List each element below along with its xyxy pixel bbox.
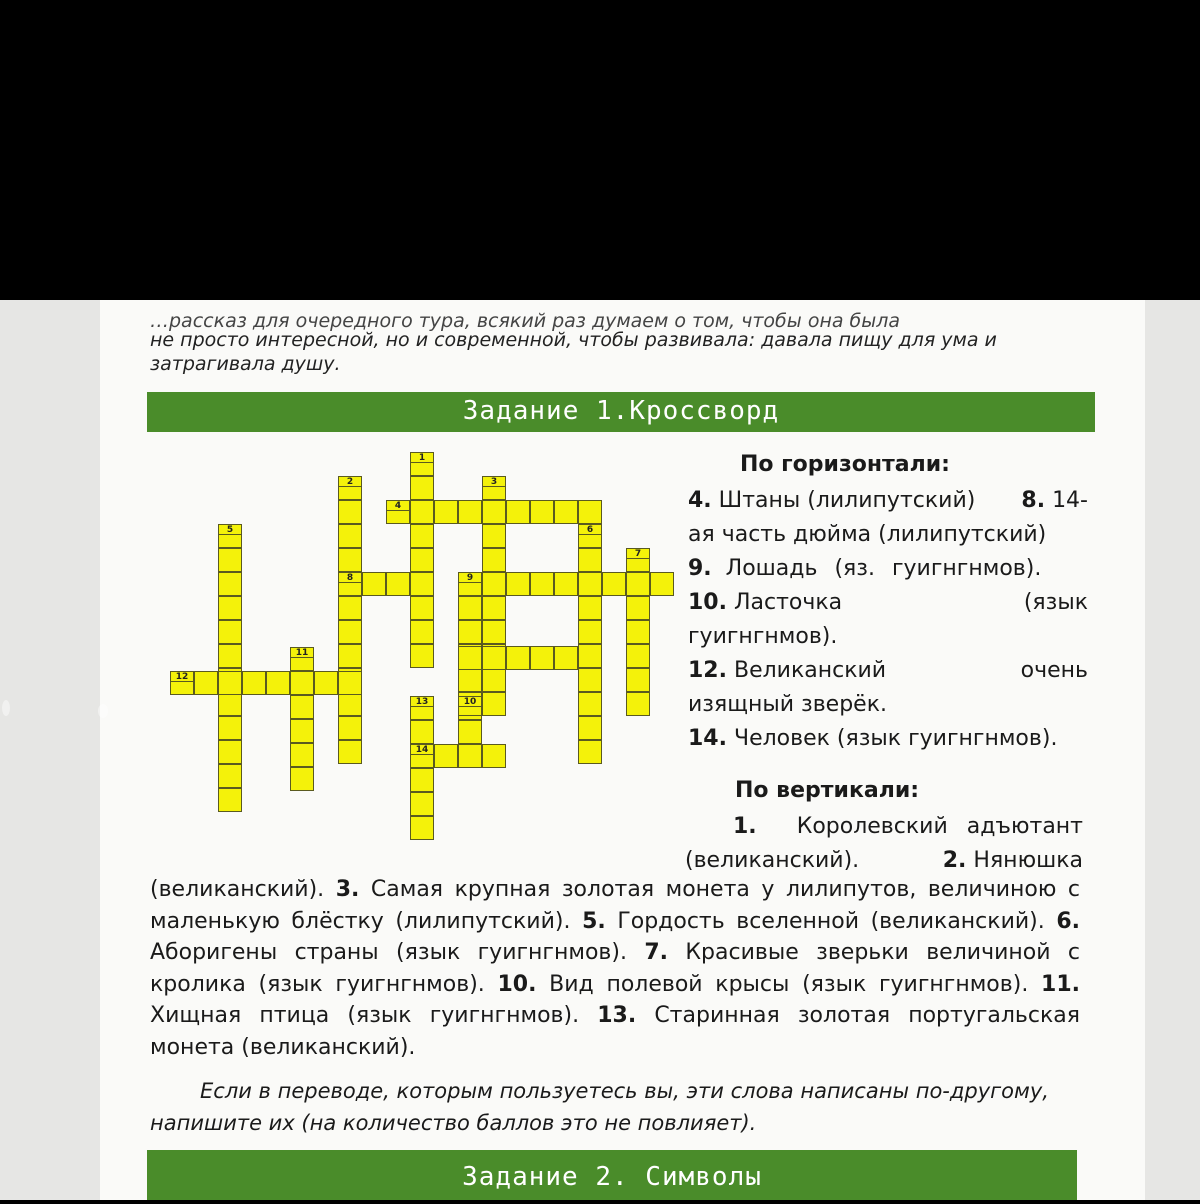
crossword-cell [218,692,242,716]
crossword-cell [338,620,362,644]
crossword-cell [410,524,434,548]
crossword-cell [410,548,434,572]
crossword-cell [410,816,434,840]
crossword-cell [458,668,482,692]
crossword-cell [578,644,602,668]
clue-number: 11. [1041,971,1080,997]
clue-text: гуигнгнмов). [688,624,838,649]
crossword-cell [218,671,242,695]
crossword-cell [338,716,362,740]
crossword-number-10: 10 [458,696,482,707]
crossword-cell [218,716,242,740]
crossword-cell [218,572,242,596]
crossword-number-3: 3 [482,476,506,487]
clue-text: (великанский). [685,848,860,873]
clue-number: 6. [1056,908,1080,934]
crossword-cell [410,572,434,596]
crossword-cell [290,671,314,695]
crossword-cell [218,764,242,788]
crossword-cell [506,646,530,670]
crossword-number-2: 2 [338,476,362,487]
crossword-cell [530,572,554,596]
crossword-cell [626,620,650,644]
crossword-number-7: 7 [626,548,650,559]
crossword-cell [434,500,458,524]
crossword-cell [482,524,506,548]
crossword-cell [266,671,290,695]
crossword-cell [578,668,602,692]
crossword-number-12: 12 [170,671,194,682]
clue-text: Самая крупная золотая монета у лилипутов, величиною с маленькую блёстку (лилипутский). [150,877,1080,934]
crossword-cell [578,716,602,740]
crossword-cell [554,646,578,670]
crossword-cell [578,548,602,572]
clue-number: 4. [688,488,712,513]
crossword-cell [338,524,362,548]
crossword-number-5: 5 [218,524,242,535]
crossword-cell [410,720,434,744]
task1-header: Задание 1.Кроссворд [147,392,1095,432]
crossword-cell [290,695,314,719]
clue-text: ая часть дюйма (лилипутский) [688,522,1047,547]
crossword-cell [578,620,602,644]
crossword-cell [290,719,314,743]
crossword-cell [578,500,602,524]
crossword-cell [218,788,242,812]
crossword-number-9: 9 [458,572,482,583]
crossword-cell [410,596,434,620]
clue-number: 14. [688,726,727,751]
crossword-cell [338,548,362,572]
crossword-cell [458,744,482,768]
intro-line: не просто интересной, но и современной, чтобы развивала: давала пищу для ума и [150,329,997,351]
clue-text: 14- [1052,488,1088,513]
crossword-cell [530,500,554,524]
clue-text: (великанский). [150,877,336,902]
vertical-clues-top [685,810,1083,878]
clue-text: Хищная птица (язык гуигнгнмов). [150,1003,598,1028]
crossword-cell [458,646,482,670]
crossword-cell [482,548,506,572]
crossword-cell [434,744,458,768]
crossword-cell [530,646,554,670]
crossword-number-13: 13 [410,696,434,707]
clue-text: Вид полевой крысы (язык гуигнгнмов). [536,971,1042,997]
clue-text: очень [1020,658,1088,683]
crossword-cell [290,767,314,791]
clue-text: Нянюшка [973,848,1083,873]
clue-text: Человек (язык гуигнгнмов). [733,726,1058,751]
crossword-number-14: 14 [410,744,434,755]
intro-line-cut: …рассказ для очередного тура, всякий раз думаем о том, чтобы она была [150,310,901,332]
clue-number: 10. [688,590,727,615]
crossword-cell [410,644,434,668]
crossword-cell [482,500,506,524]
crossword-cell [338,692,362,716]
crossword-cell [242,671,266,695]
clue-text: (язык [1023,590,1088,615]
clue-number: 12. [688,658,727,683]
crossword-cell [314,671,338,695]
clue-text: Лошадь (яз. гуигнгнмов). [725,556,1042,581]
crossword-cell [218,644,242,668]
crossword-cell [578,572,602,596]
crossword-cell [410,768,434,792]
clue-text: Великанский [733,658,887,683]
clue-number: 3. [335,877,360,902]
crossword-cell [338,644,362,668]
crossword-cell [482,646,506,670]
clue-text: Штаны (лилипутский) [718,488,976,513]
clue-text: Гордость вселенной (великанский). [605,908,1057,934]
crossword-cell [482,620,506,644]
task2-header: Задание 2. Символы [147,1150,1077,1200]
crossword-cell [410,792,434,816]
clue-number: 8. [1021,488,1046,513]
crossword-cell [578,596,602,620]
crossword-cell [626,668,650,692]
vertical-title: По вертикали: [735,778,920,803]
clue-number: 2. [942,848,967,873]
crossword-number-1: 1 [410,452,434,463]
crossword-number-6: 6 [578,524,602,535]
clue-number: 10. [497,971,537,997]
crossword-cell [458,720,482,744]
crossword-cell [482,744,506,768]
crossword-cell [362,572,386,596]
clue-text: Аборигены страны (язык гуигнгнмов). [150,940,645,965]
horizontal-title: По горизонтали: [740,452,950,477]
crossword-grid [0,0,700,860]
crossword-cell [506,572,530,596]
crossword-cell [218,548,242,572]
crossword-cell [626,572,650,596]
crossword-cell [194,671,218,695]
clue-text: Старинная золотая португальская монета (великанский). [150,1003,1081,1060]
crossword-cell [482,668,506,692]
crossword-cell [650,572,674,596]
crossword-cell [410,500,434,524]
crossword-cell [386,572,410,596]
crossword-cell [626,692,650,716]
crossword-cell [458,620,482,644]
crossword-cell [482,692,506,716]
crossword-number-11: 11 [290,647,314,658]
crossword-cell [338,500,362,524]
crossword-cell [458,500,482,524]
clue-text: Королевский адъютант [796,814,1083,839]
clue-number: 5. [582,908,606,934]
intro-line: затрагивала душу. [150,353,341,375]
crossword-cell [602,572,626,596]
crossword-cell [482,572,506,596]
clue-text: изящный зверёк. [688,692,887,717]
crossword-cell [626,596,650,620]
instruction-note: Если в переводе, которым пользуетесь вы, эти слова написаны по-другому, напишите их (на количество баллов это не повлияет). [150,1079,1049,1135]
crossword-cell [554,572,578,596]
crossword-cell [458,596,482,620]
clue-text: Красивые зверьки величиной с кролика (язык гуигнгнмов). [150,940,1080,997]
crossword-number-4: 4 [386,500,410,511]
crossword-cell [290,743,314,767]
crossword-cell [410,476,434,500]
crossword-cell [338,671,362,695]
crossword-cell [578,740,602,764]
crossword-cell [338,596,362,620]
crossword-cell [218,620,242,644]
crossword-cell [578,692,602,716]
crossword-cell [338,740,362,764]
clue-text: Ласточка [733,590,843,615]
crossword-cell [410,620,434,644]
crossword-cell [218,596,242,620]
clue-number: 13. [597,1003,637,1028]
crossword-cell [218,740,242,764]
crossword-cell [626,644,650,668]
clue-number: 1. [733,814,757,839]
crossword-cell [554,500,578,524]
crossword-cell [506,500,530,524]
horizontal-clues [688,484,1088,756]
clue-number: 9. [688,556,712,581]
clue-number: 7. [644,940,669,965]
crossword-number-8: 8 [338,572,362,583]
vertical-clues-body [150,874,1080,1063]
crossword-cell [482,596,506,620]
